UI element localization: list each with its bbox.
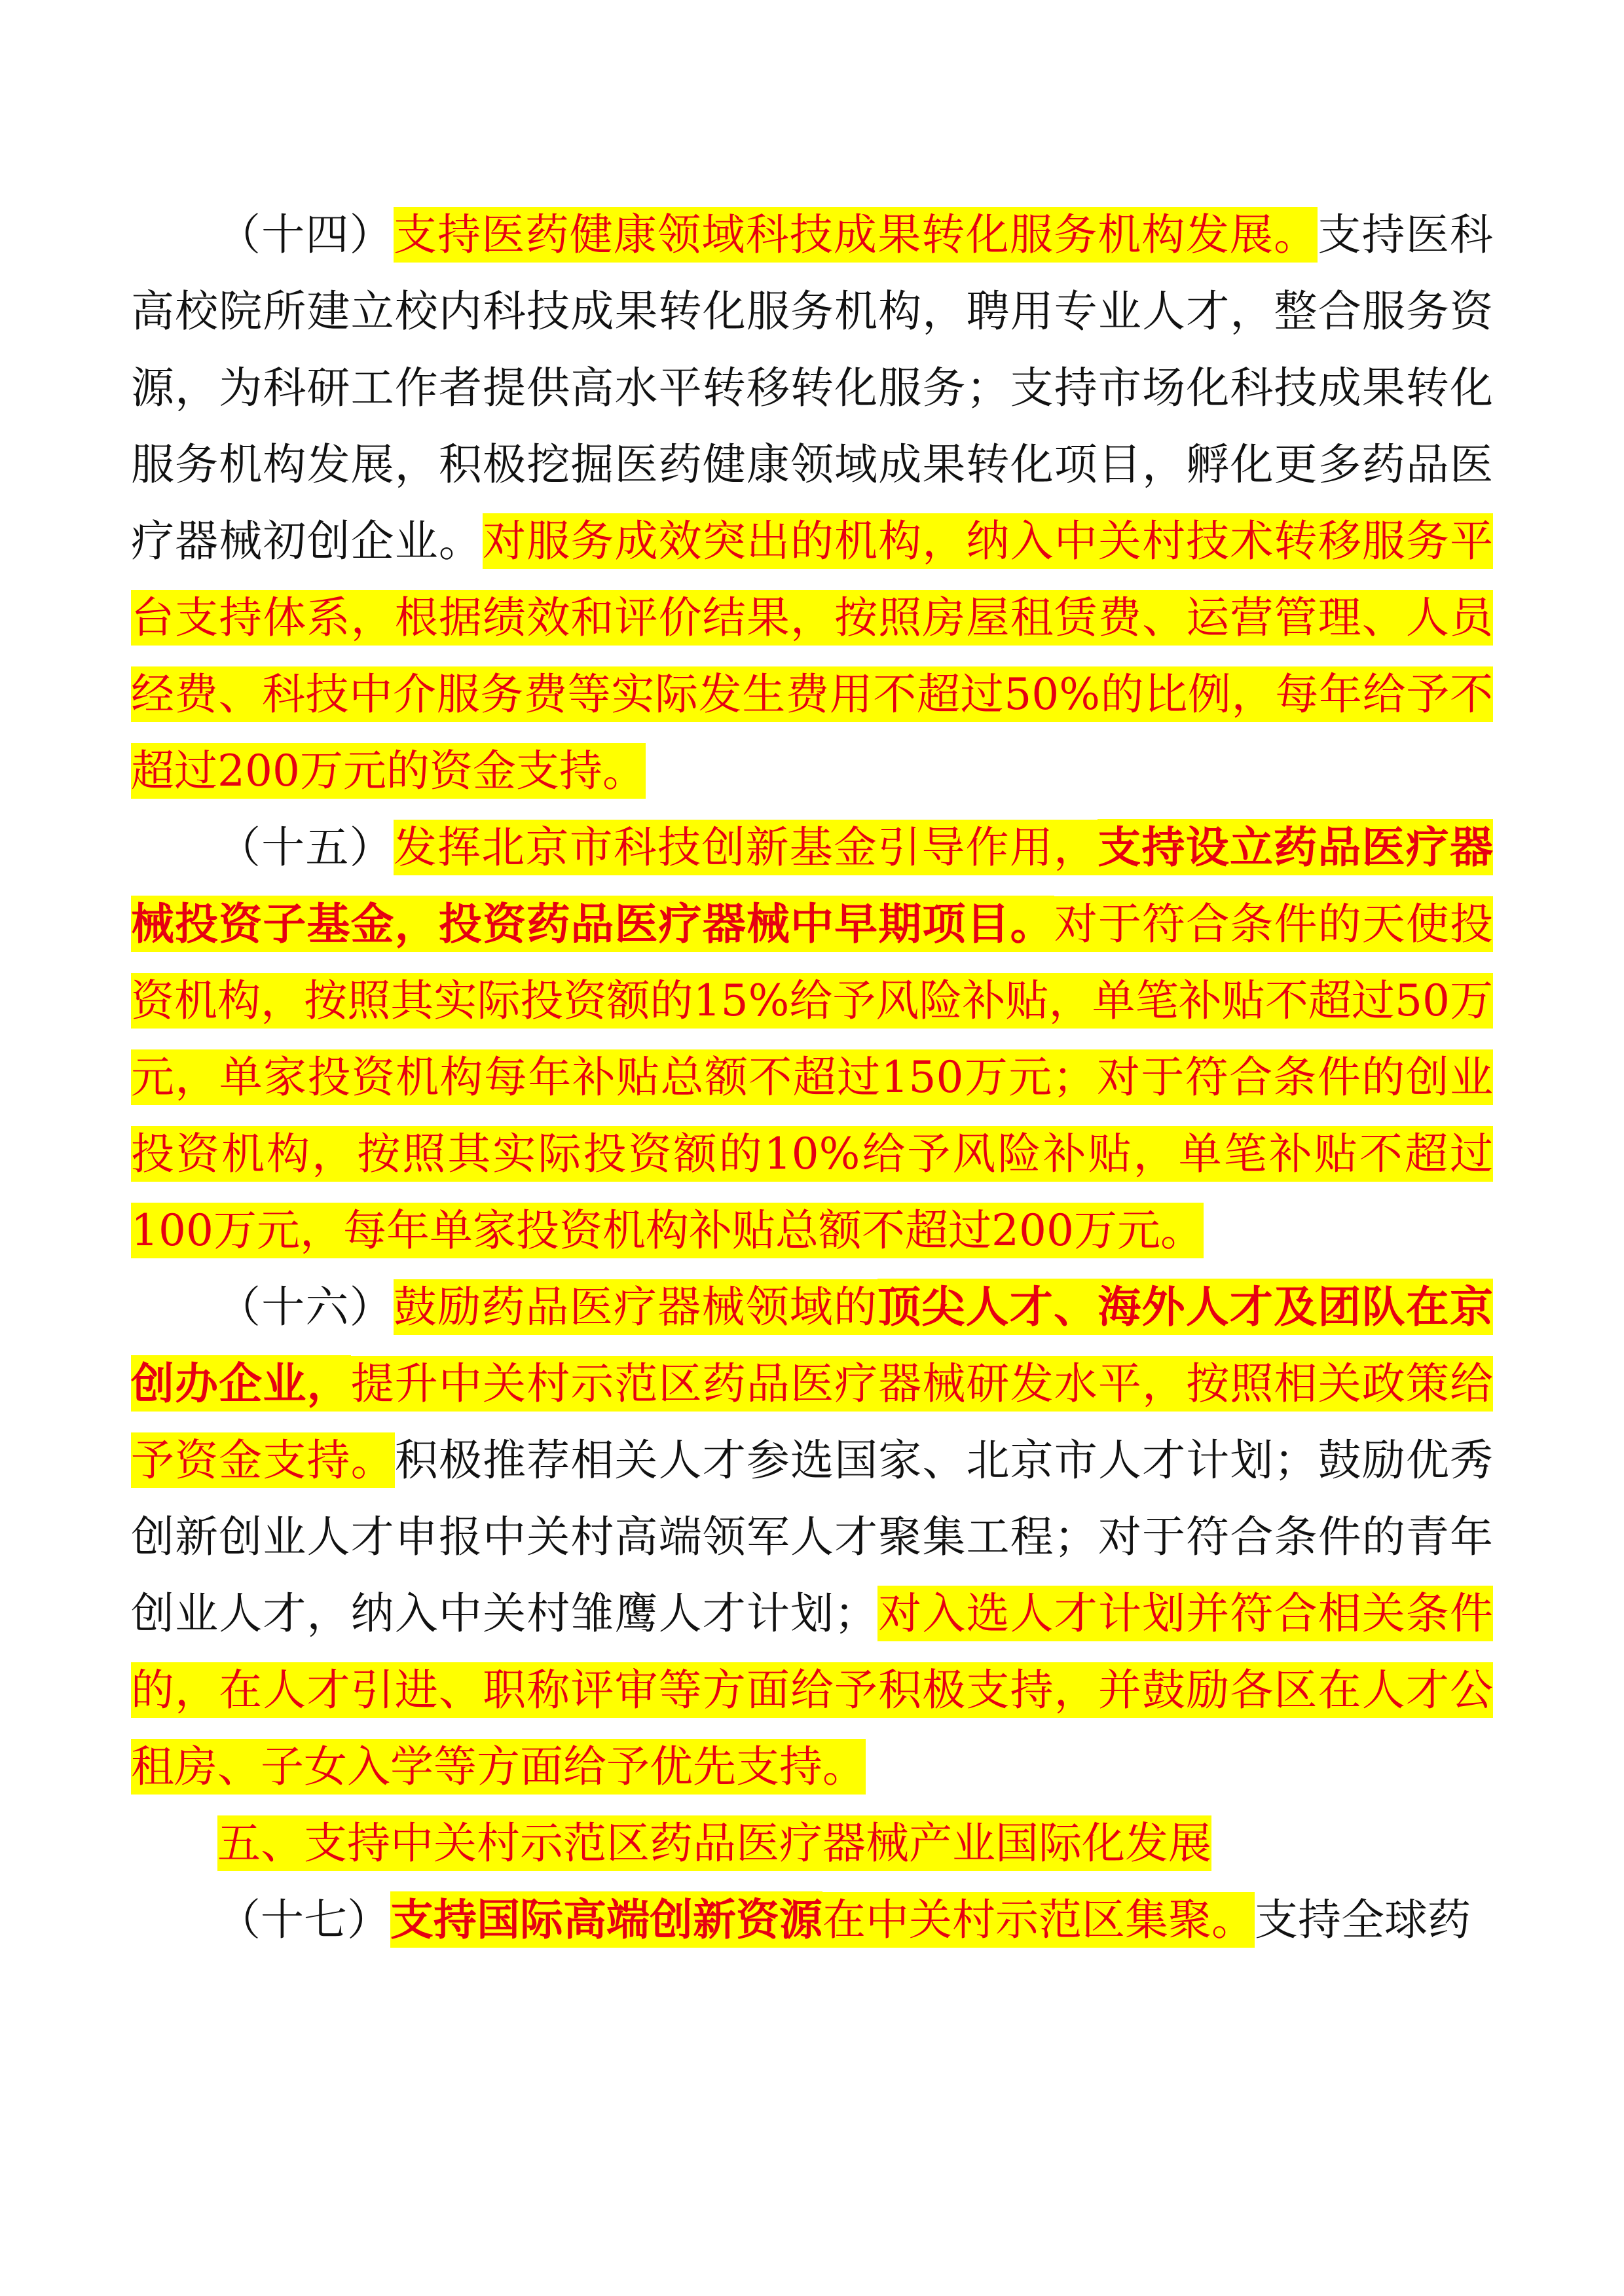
paragraph-14-title: 支持医药健康领域科技成果转化服务机构发展。	[394, 207, 1318, 263]
paragraph-15-subsidy: 对于符合条件的天使投资机构，按照其实际投资额的15%给予风险补贴，单笔补贴不超过50万元，单家投资机构每年补贴总额不超过150万元；对于符合条件的创业投资机构，按照其实际投资额的10%给予风险补贴，单笔补贴不超过100万元，每年单家投资机构补贴总额不超过200万元。	[131, 896, 1493, 1258]
paragraph-14	[131, 196, 1493, 809]
paragraph-17-title: 在中关村示范区集聚。	[822, 1892, 1255, 1948]
paragraph-16-lead: 鼓励药品医疗器械领域的	[394, 1279, 877, 1335]
paragraph-16-number: （十六）	[217, 1282, 394, 1332]
paragraph-15-key: 支持设立药品医疗器械投资子基金，投资药品医疗器械中早期项目。	[131, 819, 1493, 952]
paragraph-16-key: 顶尖人才、海外人才及团队在京创办企业，	[131, 1279, 1493, 1412]
paragraph-16	[131, 1269, 1493, 1805]
paragraph-14-body: 支持医科高校院所建立校内科技成果转化服务机构，聘用专业人才，整合服务资源，为科研工作者提供高水平转移转化服务；支持市场化科技成果转化服务机构发展，积极挖掘医药健康领域成果转化项目，孵化更多药品医疗器械初创企业。	[131, 210, 1494, 566]
section-5-heading	[131, 1805, 1493, 1882]
paragraph-17-number: （十七）	[217, 1895, 390, 1945]
paragraph-16-body: 积极推荐相关人才参选国家、北京市人才计划；鼓励优秀创新创业人才申报中关村高端领军人才聚集工程；对于符合条件的青年创业人才，纳入中关村雏鹰人才计划；	[131, 1435, 1494, 1639]
paragraph-16-rd: 提升中关村示范区药品医疗器械研发水平，按照相关政策给予资金支持。	[131, 1356, 1493, 1488]
paragraph-15-lead: 发挥北京市科技创新基金引导作用，	[394, 820, 1098, 875]
section-5-heading-text: 五、支持中关村示范区药品医疗器械产业国际化发展	[217, 1815, 1211, 1871]
paragraph-17-body: 支持全球药	[1255, 1895, 1471, 1945]
paragraph-15-number: （十五）	[217, 822, 394, 873]
paragraph-14-number: （十四）	[217, 210, 394, 260]
paragraph-15	[131, 809, 1493, 1269]
paragraph-17	[131, 1882, 1493, 1958]
paragraph-16-support: 对入选人才计划并符合相关条件的，在人才引进、职称评审等方面给予积极支持，并鼓励各区在人才公租房、子女入学等方面给予优先支持。	[131, 1586, 1493, 1795]
document-body	[131, 196, 1493, 1958]
paragraph-14-support: 对服务成效突出的机构，纳入中关村技术转移服务平台支持体系，根据绩效和评价结果，按照房屋租赁费、运营管理、人员经费、科技中介服务费等实际发生费用不超过50%的比例，每年给予不超过200万元的资金支持。	[131, 513, 1493, 799]
paragraph-17-key: 支持国际高端创新资源	[390, 1891, 822, 1948]
